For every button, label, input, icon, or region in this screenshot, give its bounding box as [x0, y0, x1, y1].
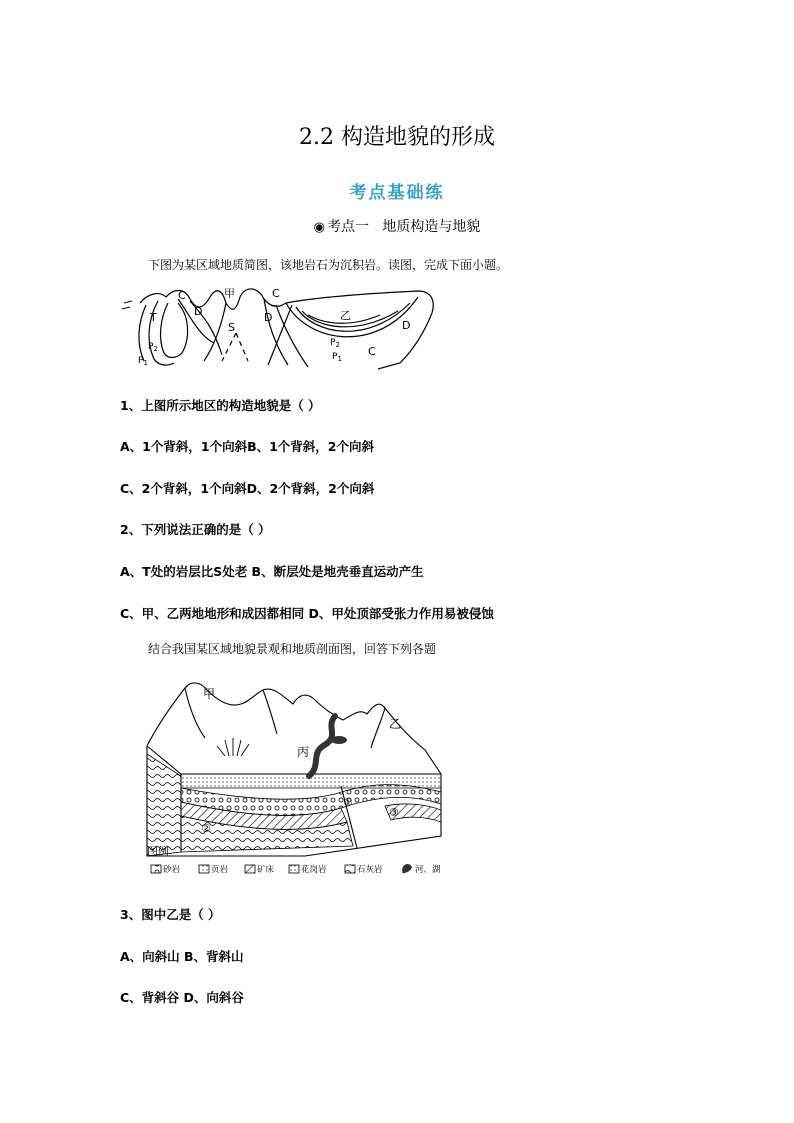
label-jia: 甲 [224, 287, 235, 300]
legend-river-lake: 河、湖 [415, 865, 441, 875]
legend-swatch-shale [199, 865, 209, 873]
legend-shale: 页岩 [211, 865, 229, 875]
label-yi-fig2: 乙 [389, 717, 402, 731]
legend-limestone: 石灰岩 [357, 865, 383, 875]
legend-granite: 花岗岩 [301, 865, 327, 875]
question-2-option-ab: A、T处的岩层比S处老 B、断层处是地壳垂直运动产生 [120, 564, 424, 579]
label-d-left: D [194, 305, 203, 318]
section-header: 考点基础练 [349, 183, 445, 203]
label-jia-fig2: 甲 [203, 687, 216, 701]
label-c-left: C [178, 289, 186, 302]
knowledge-point-label: 考点一 [326, 219, 369, 235]
question-3-option-ab: A、向斜山 B、背斜山 [120, 949, 244, 964]
geological-sketch-figure [118, 283, 438, 375]
label-d-middle: D [264, 311, 273, 324]
question-3-option-cd: C、背斜谷 D、向斜谷 [120, 990, 244, 1005]
label-s: S [228, 321, 235, 334]
label-p1-right: $P_1$ [332, 352, 342, 363]
label-p2-left: $P_2$ [148, 342, 158, 353]
knowledge-point-heading [0, 216, 794, 236]
figure1-intro: 下图为某区域地质简图，该地岩石为沉积岩。读图，完成下面小题。 [148, 258, 509, 272]
question-1-option-cd: C、2个背斜，1个向斜D、2个背斜，2个向斜 [120, 481, 375, 496]
knowledge-point-topic: 地质构造与地貌 [382, 219, 481, 235]
bullet-icon: ◉ [313, 220, 325, 235]
legend-swatch-sandstone [151, 865, 161, 873]
landscape-cross-section-figure [145, 676, 455, 881]
question-1-stem: 1、上图所示地区的构造地貌是（ ） [120, 398, 321, 413]
label-yi: 乙 [340, 309, 351, 322]
page-title: 2.2 构造地貌的形成 [299, 125, 495, 150]
label-circle-3: ③ [389, 806, 399, 819]
question-1-option-ab: A、1个背斜，1个向斜B、1个背斜，2个向斜 [120, 439, 374, 454]
question-3-stem: 3、图中乙是（ ） [120, 907, 221, 922]
label-p1-left: $P_1$ [138, 356, 148, 367]
legend-sandstone: 砂岩 [163, 865, 181, 875]
legend-swatch-river [403, 864, 412, 873]
label-p2-right: $P_2$ [330, 338, 340, 349]
figure2-intro: 结合我国某区域地貌景观和地质剖面图，回答下列各题 [148, 642, 437, 656]
legend-swatch-granite [289, 865, 299, 873]
legend-ore: 矿床 [257, 865, 275, 875]
label-bing: 丙 [297, 745, 310, 759]
label-circle-2: ② [201, 822, 211, 835]
label-d-right: D [402, 319, 411, 332]
label-c-right: C [368, 345, 376, 358]
label-c-middle: C [272, 287, 280, 300]
legend-swatch-limestone [345, 865, 355, 873]
label-t: T [150, 311, 157, 324]
question-2-stem: 2、下列说法正确的是（ ） [120, 522, 271, 537]
legend-title: 图例 [147, 845, 169, 858]
label-circle-1: ① [343, 796, 353, 809]
question-2-option-cd: C、甲、乙两地地形和成因都相同 D、甲处顶部受张力作用易被侵蚀 [120, 606, 494, 621]
legend-swatch-ore [245, 865, 255, 873]
